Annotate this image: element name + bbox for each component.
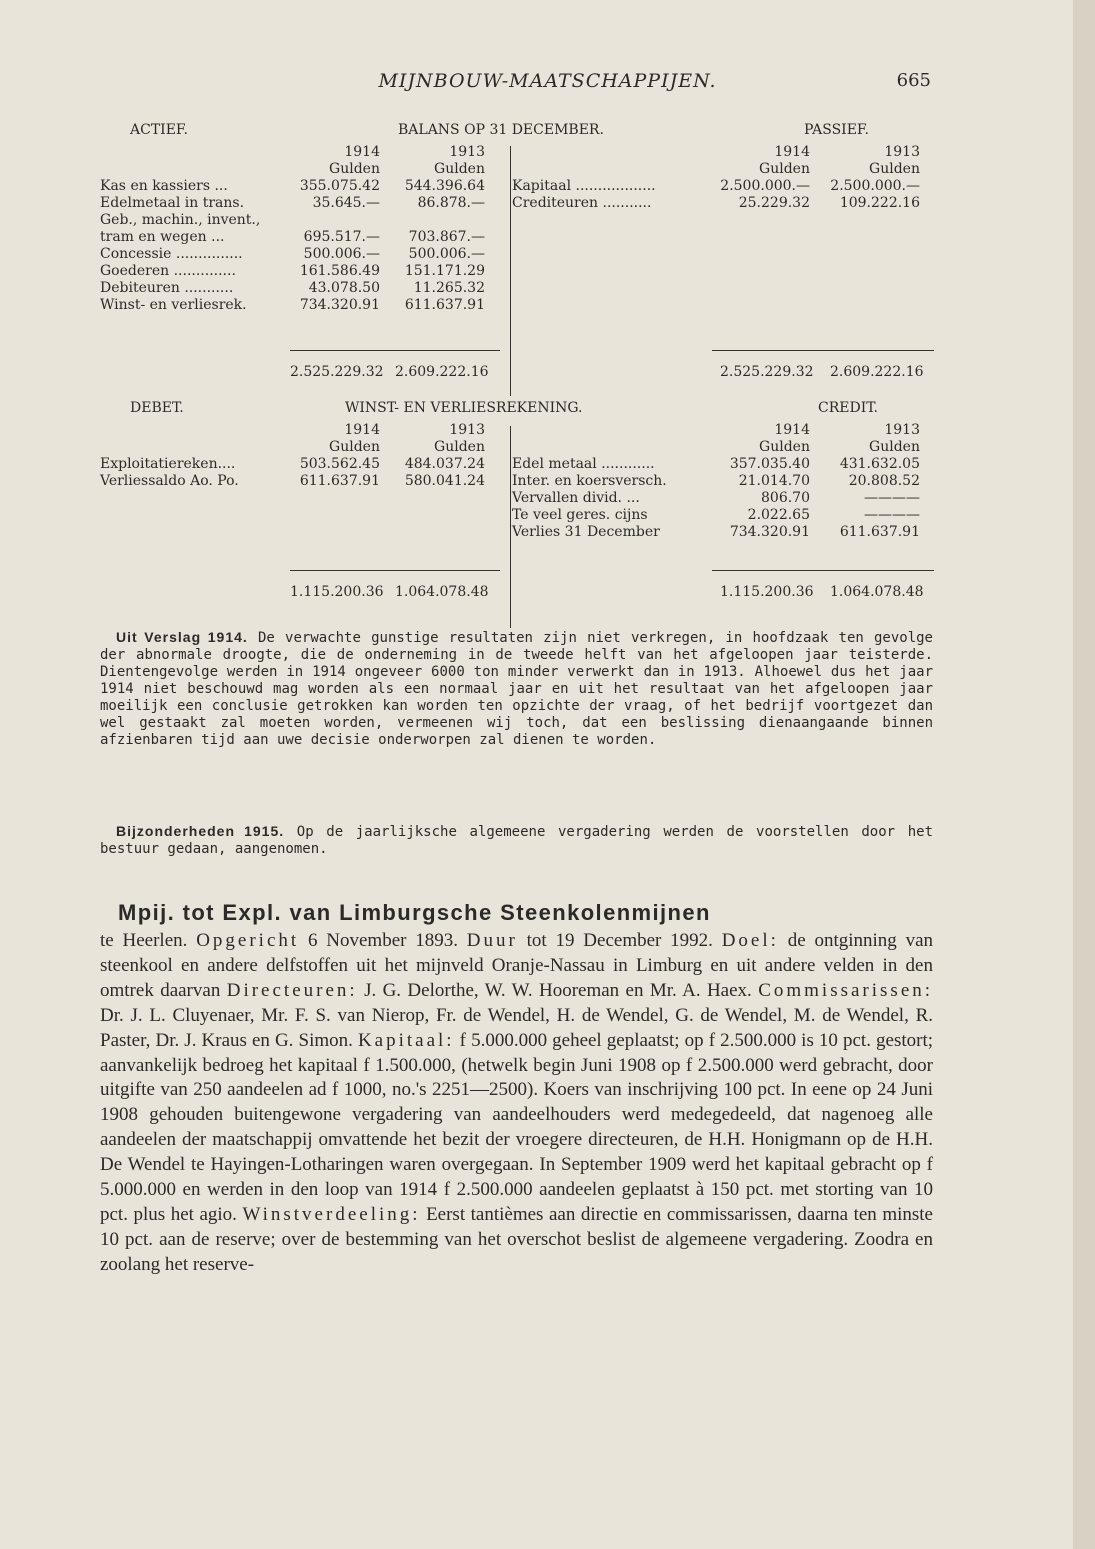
total-rule [712,570,934,571]
table-row: Debiteuren ........... 43.078.50 11.265.32 [100,280,485,296]
table-row: Edelmetaal in trans. 35.645.— 86.878.— Crediteuren ........... 25.229.32 109.222.16 [100,195,920,211]
actief-title: ACTIEF. [130,122,188,138]
verslag-text: De verwachte gunstige resultaten zijn niet verkregen, in hoofdzaak ten gevolge der abnormale droogte, die de onderneming in de tweede helft van het afgeloopen jaar teisterde. Dientengevolge werden in 1914 ongeveer 6000 ton minder verwerkt dan in 1913. Alhoewel dus het jaar 1914 niet beschouwd mag worden als een normaal jaar en uit het resultaat van het afgeloopen jaar moeilijk een conclusie getrokken kan worden ten opzichte der vraag, of het bedrijf voortgezet dan wel gestaakt zal moeten worden, vermeenen wij toch, dat een beslissing dienaangaande binnen afzienbaren tijd aan uwe decisie onderworpen zal dienen te worden. [100,630,933,748]
winst-title: WINST- EN VERLIESREKENING. [345,400,583,416]
table-row: Winst- en verliesrek. 734.320.91 611.637.91 [100,297,485,313]
unit-row: Gulden Gulden Gulden Gulden [329,439,920,455]
page-number: 665 [896,70,931,91]
table-row: Te veel geres. cijns 2.022.65 ———— [512,507,920,523]
table-row: Geb., machin., invent., [100,212,261,228]
debet-title: DEBET. [130,400,184,416]
balans-rows [100,144,935,314]
total-rule [712,350,934,351]
bijzonderheden-paragraph [100,823,933,858]
table-row: Exploitatiereken.... 503.562.45 484.037.24 Edel metaal ............ 357.035.40 431.632.05 [100,456,920,472]
total-rule [290,570,500,571]
running-header: MIJNBOUW-MAATSCHAPPIJEN. [378,70,717,92]
bijzonderheden-heading: Bijzonderheden 1915. [116,823,285,839]
balans-title: BALANS OP 31 DECEMBER. [398,122,604,138]
winst-table [100,400,935,600]
total-row: 1.115.200.36 1.064.078.48 1.115.200.36 1.064.078.48 [290,584,924,600]
table-row: Verlies 31 December 734.320.91 611.637.91 [512,524,920,540]
total-row: 2.525.229.32 2.609.222.16 2.525.229.32 2.609.222.16 [290,364,924,380]
table-row: Verliessaldo Ao. Po. 611.637.91 580.041.24 Inter. en koersversch. 21.014.70 20.808.52 [100,473,920,489]
unit-row: Gulden Gulden Gulden Gulden [329,161,920,177]
page-edge [1073,0,1095,1549]
winst-header [100,400,935,422]
verslag-paragraph [100,629,933,749]
table-row: Vervallen divid. ... 806.70 ———— [512,490,920,506]
table-row: Concessie ............... 500.006.— 500.006.— [100,246,485,262]
credit-title: CREDIT. [818,400,878,416]
balans-header [100,122,935,144]
year-row: 1914 1913 1914 1913 [344,422,920,438]
company-body: te Heerlen. Opgericht 6 November 1893. Duur tot 19 December 1992. Doel: de ontginning van steenkool en andere delfstoffen uit het mijnveld Oranje-Nassau in Limburg en uit andere velden in den omtrek daarvan Directeuren: J. G. Delorthe, W. W. Hooreman en Mr. A. Haex. Commissarissen: Dr. J. L. Cluyenaer, Mr. F. S. van Nierop, Fr. de Wendel, H. de Wendel, G. de Wendel, M. de Wendel, R. Paster, Dr. J. Kraus en G. Simon. Kapitaal: f 5.000.000 geheel geplaatst; op f 2.500.000 is 10 pct. gestort; aanvankelijk bedroeg het kapitaal f 1.500.000, (hetwelk begin Juni 1908 op f 2.500.000 werd gebracht, door uitgifte van 250 aandeelen ad f 1000, no.'s 2251—2500). Koers van inschrijving 100 pct. In eene op 24 Juni 1908 gehouden buitengewone vergadering van aandeelhouders werd medegedeeld, dat nagenoeg alle aandeelen der maatschappij omvattende het bezit der vroegere directeuren, de H.H. Honigmann op de H.H. De Wendel te Hayingen-Lotharingen waren overgegaan. In September 1909 werd het kapitaal gebracht op f 5.000.000 en werden in den loop van 1914 f 2.500.000 aandeelen geplaatst à 150 pct. met storting van 10 pct. plus het agio. Winstverdeeling: Eerst tantièmes aan directie en commissarissen, daarna ten minste 10 pct. aan de reserve; over de bestemming van het overschot beslist de algemeene vergadering. Zoodra en zoolang het reserve- [100,930,934,1275]
total-rule [290,350,500,351]
year-row: 1914 1913 1914 1913 [344,144,920,160]
company-title: Mpij. tot Expl. van Limburgsche Steenkolenmijnen [118,900,711,925]
winst-rows [100,422,935,541]
table-row: tram en wegen ... 695.517.— 703.867.— [100,229,485,245]
balans-table [100,122,935,380]
passief-title: PASSIEF. [804,122,869,138]
verslag-heading: Uit Verslag 1914. [116,629,248,645]
table-row: Kas en kassiers ... 355.075.42 544.396.64 Kapitaal .................. 2.500.000.— 2.500.000.— [100,178,920,194]
bijzonderheden-text: Op de jaarlijksche algemeene vergadering werden de voorstellen door het bestuur gedaan, aangenomen. [100,824,933,857]
table-row: Goederen .............. 161.586.49 151.171.29 [100,263,485,279]
